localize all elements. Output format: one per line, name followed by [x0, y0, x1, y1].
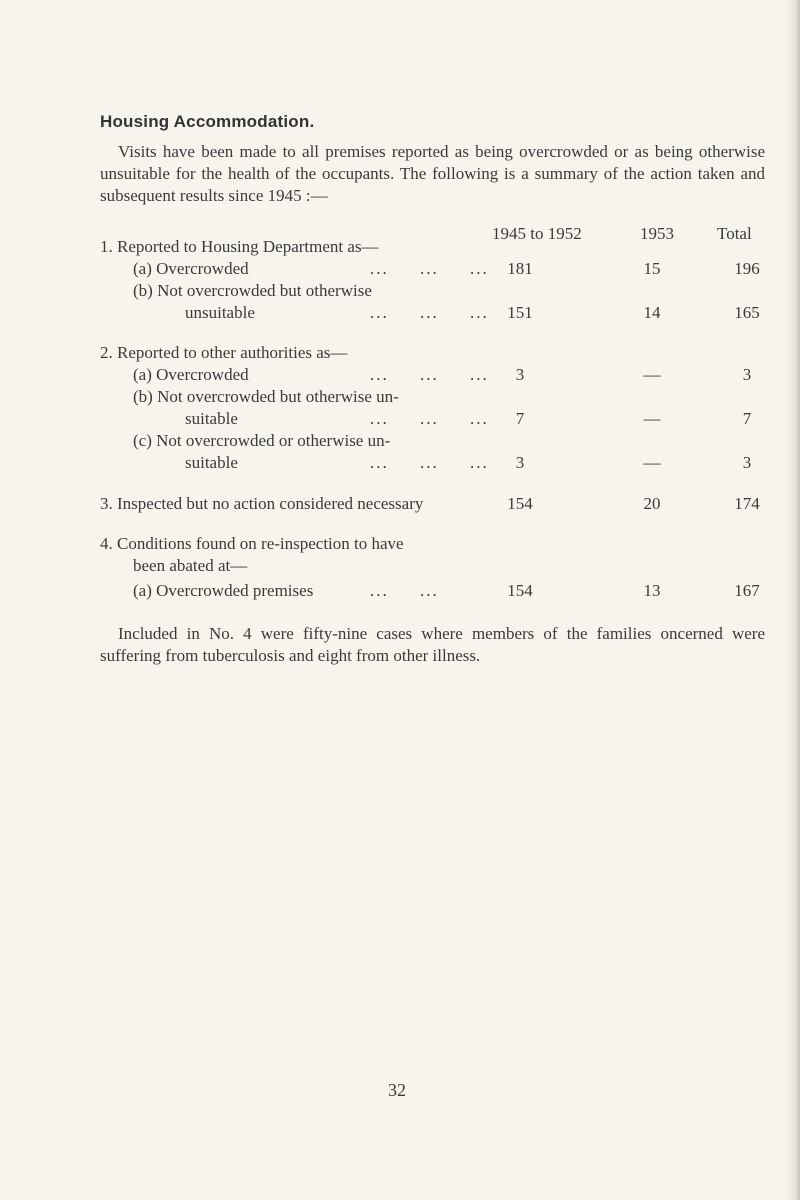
section-2c-value-total: 3	[742, 453, 752, 472]
section-2a-value-1953: —	[643, 365, 661, 384]
section-4-heading: 4. Conditions found on re-inspection to have	[100, 534, 404, 553]
leader-dots: ... ... ...	[370, 409, 489, 428]
leader-dots: ... ...	[370, 581, 439, 600]
section-1b-label-cont: unsuitable	[185, 303, 255, 322]
leader-dots: ... ... ...	[370, 303, 489, 322]
section-2b-value-1953: —	[643, 409, 661, 428]
section-2b-label-cont: suitable	[185, 409, 238, 428]
section-1b-label: (b) Not overcrowded but otherwise	[133, 281, 372, 300]
section-2a-value-total: 3	[742, 365, 752, 384]
section-2c-label: (c) Not overcrowded or otherwise un-	[133, 431, 391, 450]
intro-paragraph	[100, 141, 765, 207]
section-2c-value-1945-1952: 3	[515, 453, 525, 472]
leader-dots: ... ... ...	[370, 453, 489, 472]
section-3-value-total: 174	[734, 494, 760, 513]
section-1a-value-total: 196	[734, 259, 760, 278]
section-1b-value-1953: 14	[643, 303, 661, 322]
section-2-heading: 2. Reported to other authorities as—	[100, 343, 348, 362]
footer-paragraph	[100, 623, 765, 667]
section-1b-value-total: 165	[734, 303, 760, 322]
section-4a-value-total: 167	[734, 581, 760, 600]
section-2b-value-total: 7	[742, 409, 752, 428]
section-2c-label-cont: suitable	[185, 453, 238, 472]
column-header-1945-1952: 1945 to 1952	[492, 224, 582, 243]
section-1a-label: (a) Overcrowded	[133, 259, 249, 278]
section-2a-value-1945-1952: 3	[515, 365, 525, 384]
page-edge-shadow	[786, 0, 800, 1200]
section-3-heading: 3. Inspected but no action considered necessary	[100, 494, 424, 513]
section-2c-value-1953: —	[643, 453, 661, 472]
section-3-value-1945-1952: 154	[507, 494, 533, 513]
section-title: Housing Accommodation.	[100, 112, 315, 131]
page-number: 32	[388, 1080, 406, 1100]
section-2b-label: (b) Not overcrowded but otherwise un-	[133, 387, 399, 406]
section-4a-label: (a) Overcrowded premises	[133, 581, 314, 600]
section-4a-value-1945-1952: 154	[507, 581, 533, 600]
section-1a-value-1945-1952: 181	[507, 259, 533, 278]
leader-dots: ... ... ...	[370, 365, 489, 384]
section-4a-value-1953: 13	[643, 581, 661, 600]
section-3-value-1953: 20	[643, 494, 661, 513]
intro-text: Visits have been made to all premises reported as being overcrowded or as being otherwise unsuitable for the health of the occupants. The following is a summary of the action taken and subsequent results since 1945 :—	[100, 142, 765, 205]
leader-dots: ... ... ...	[370, 259, 489, 278]
section-4-heading-cont: been abated at—	[133, 556, 248, 575]
section-1b-value-1945-1952: 151	[507, 303, 533, 322]
footer-text: Included in No. 4 were fifty-nine cases where members of the families oncerned were suffering from tuberculosis and eight from other illness.	[100, 624, 765, 665]
section-2b-value-1945-1952: 7	[515, 409, 525, 428]
section-2a-label: (a) Overcrowded	[133, 365, 249, 384]
section-1a-value-1953: 15	[643, 259, 661, 278]
column-header-total: Total	[717, 224, 752, 243]
column-header-1953: 1953	[640, 224, 674, 243]
section-1-heading: 1. Reported to Housing Department as—	[100, 237, 379, 256]
